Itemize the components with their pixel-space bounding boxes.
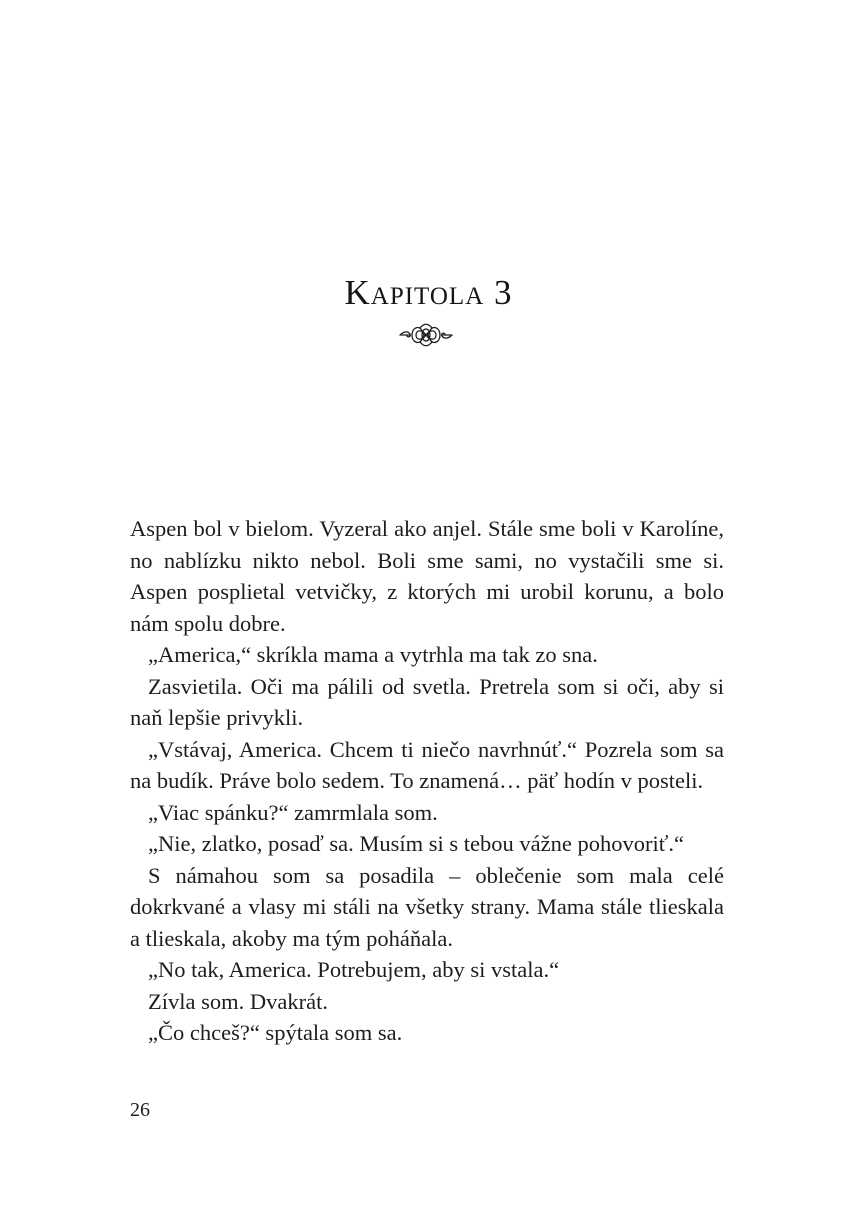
paragraph: „No tak, America. Potrebujem, aby si vstala.“ (148, 957, 560, 982)
paragraph: Zívla som. Dvakrát. (148, 988, 328, 1014)
paragraph: „Čo chceš?“ spýtala som sa. (148, 1020, 403, 1045)
chapter-title: Kapitola 3 (344, 273, 513, 313)
paragraph: „Nie, zlatko, posaď sa. Musím si s tebou vážne pohovoriť.“ (148, 831, 684, 856)
paragraph: Aspen bol v bielom. Vyzeral ako anjel. Stále sme boli v Karolíne, no nablízku nikto nebol. Boli sme sami, no vystačili sme si. Aspen posplietal vetvičky, z ktorých mi urobil korunu, a bolo nám spolu dobre. (130, 516, 724, 636)
paragraph: S námahou som sa posadila – oblečenie som mala celé dokrkvané a vlasy mi stáli na všetky strany. Mama stále tlieskala a tlieskala, akoby ma tým poháňala. (130, 862, 724, 951)
paragraph: „Viac spánku?“ zamrmlala som. (148, 799, 438, 825)
page-number: 26 (130, 1099, 150, 1121)
flourish-ornament-icon (398, 320, 454, 350)
paragraph: „Vstávaj, America. Chcem ti niečo navrhnúť.“ Pozrela som sa na budík. Práve bolo sedem. To znamená… päť hodín v posteli. (130, 736, 724, 793)
paragraph: „America,“ skríkla mama a vytrhla ma tak zo sna. (148, 642, 598, 667)
paragraph: Zasvietila. Oči ma pálili od svetla. Pretrela som si oči, aby si naň lepšie privykli. (130, 673, 724, 730)
body-text (130, 513, 724, 1049)
